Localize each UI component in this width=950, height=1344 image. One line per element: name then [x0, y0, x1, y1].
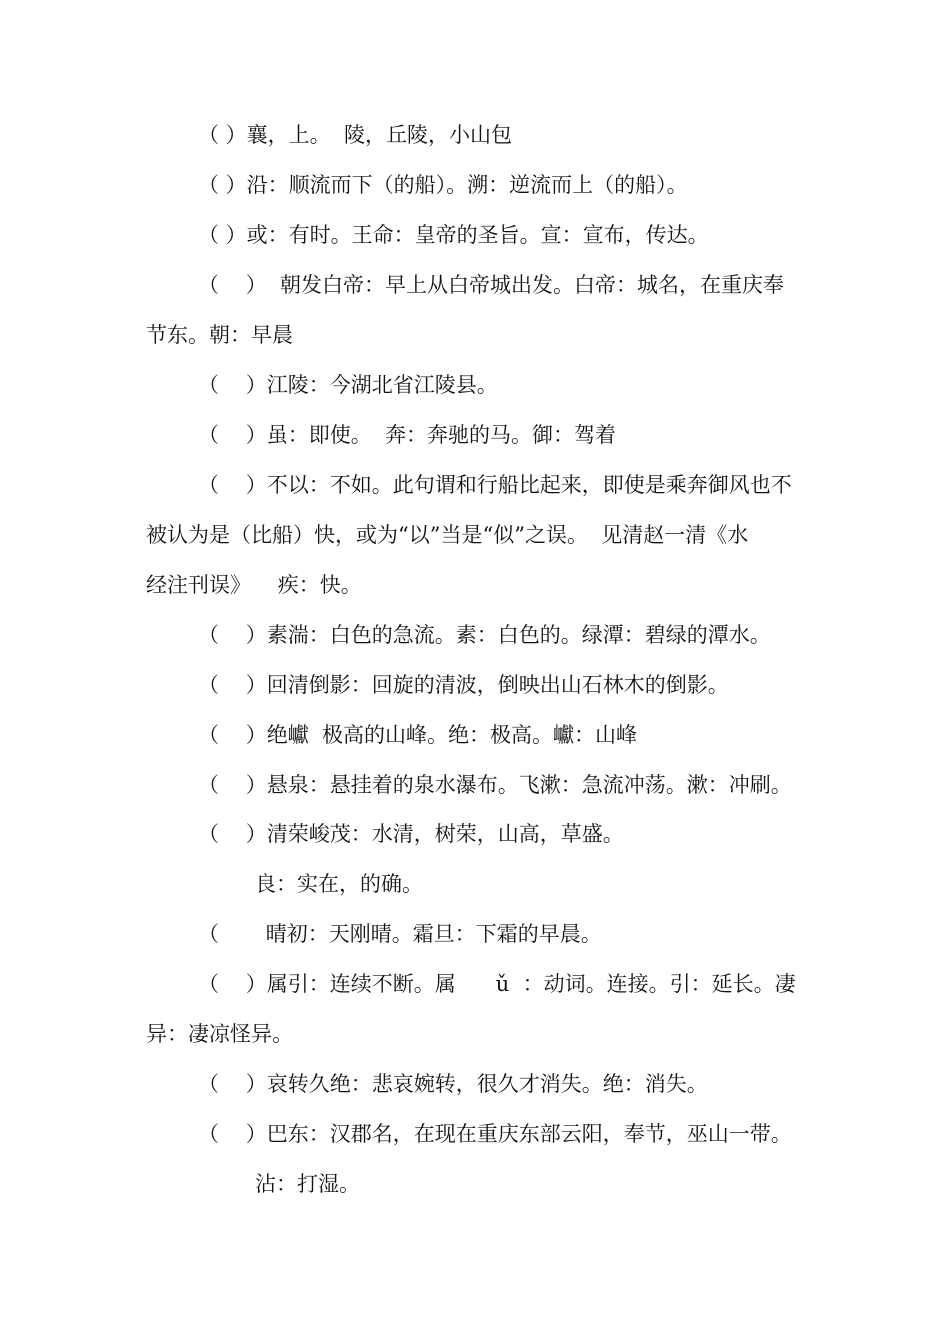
text-line-5: 节东。朝：早晨 — [146, 323, 293, 347]
text-line-19: 异：凄凉怪异。 — [146, 1022, 293, 1046]
text-line-7: （ ）虽：即使。 奔：奔驰的马。御：驾着 — [198, 423, 617, 447]
text-line-20: （ ）哀转久绝：悲哀婉转，很久才消失。绝：消失。 — [198, 1072, 708, 1096]
text-line-22: 沾：打湿。 — [255, 1172, 360, 1196]
text-line-8: （ ）不以：不如。此句谓和行船比起来，即使是乘奔御风也不 — [198, 473, 792, 497]
text-line-18: （ ）属引：连续不断。属 ǔ ：动词。连接。引：延长。凄 — [198, 972, 796, 996]
text-line-10: 经注刊误》 疾：快。 — [146, 573, 362, 597]
text-line-9: 被认为是（比船）快，或为“以”当是“似”之误。 见清赵一清《水 — [146, 523, 749, 547]
text-line-2: （ ）沿：顺流而下（的船）。溯：逆流而上（的船）。 — [198, 173, 688, 197]
text-line-4: （ ） 朝发白帝：早上从白帝城出发。白帝：城名，在重庆奉 — [198, 273, 785, 297]
text-line-16: 良：实在，的确。 — [255, 872, 423, 896]
text-line-13: （ ）绝巘 极高的山峰。绝：极高。巘：山峰 — [198, 723, 638, 747]
text-line-3: （ ）或：有时。王命：皇帝的圣旨。宣：宣布，传达。 — [198, 223, 709, 247]
text-line-1: （ ）襄，上。 陵，丘陵，小山包 — [198, 123, 513, 147]
text-line-14: （ ）悬泉：悬挂着的泉水瀑布。飞漱：急流冲荡。漱：冲刷。 — [198, 773, 792, 797]
text-line-21: （ ）巴东：汉郡名，在现在重庆东部云阳，奉节，巫山一带。 — [198, 1122, 792, 1146]
text-line-17: （ 晴初：天刚晴。霜旦：下霜的早晨。 — [198, 922, 602, 946]
text-line-12: （ ）回清倒影：回旋的清波，倒映出山石林木的倒影。 — [198, 673, 729, 697]
text-line-15: （ ）清荣峻茂：水清，树荣，山高，草盛。 — [198, 822, 624, 846]
text-line-11: （ ）素湍：白色的急流。素：白色的。绿潭：碧绿的潭水。 — [198, 623, 771, 647]
text-line-6: （ ）江陵：今湖北省江陵县。 — [198, 373, 498, 397]
